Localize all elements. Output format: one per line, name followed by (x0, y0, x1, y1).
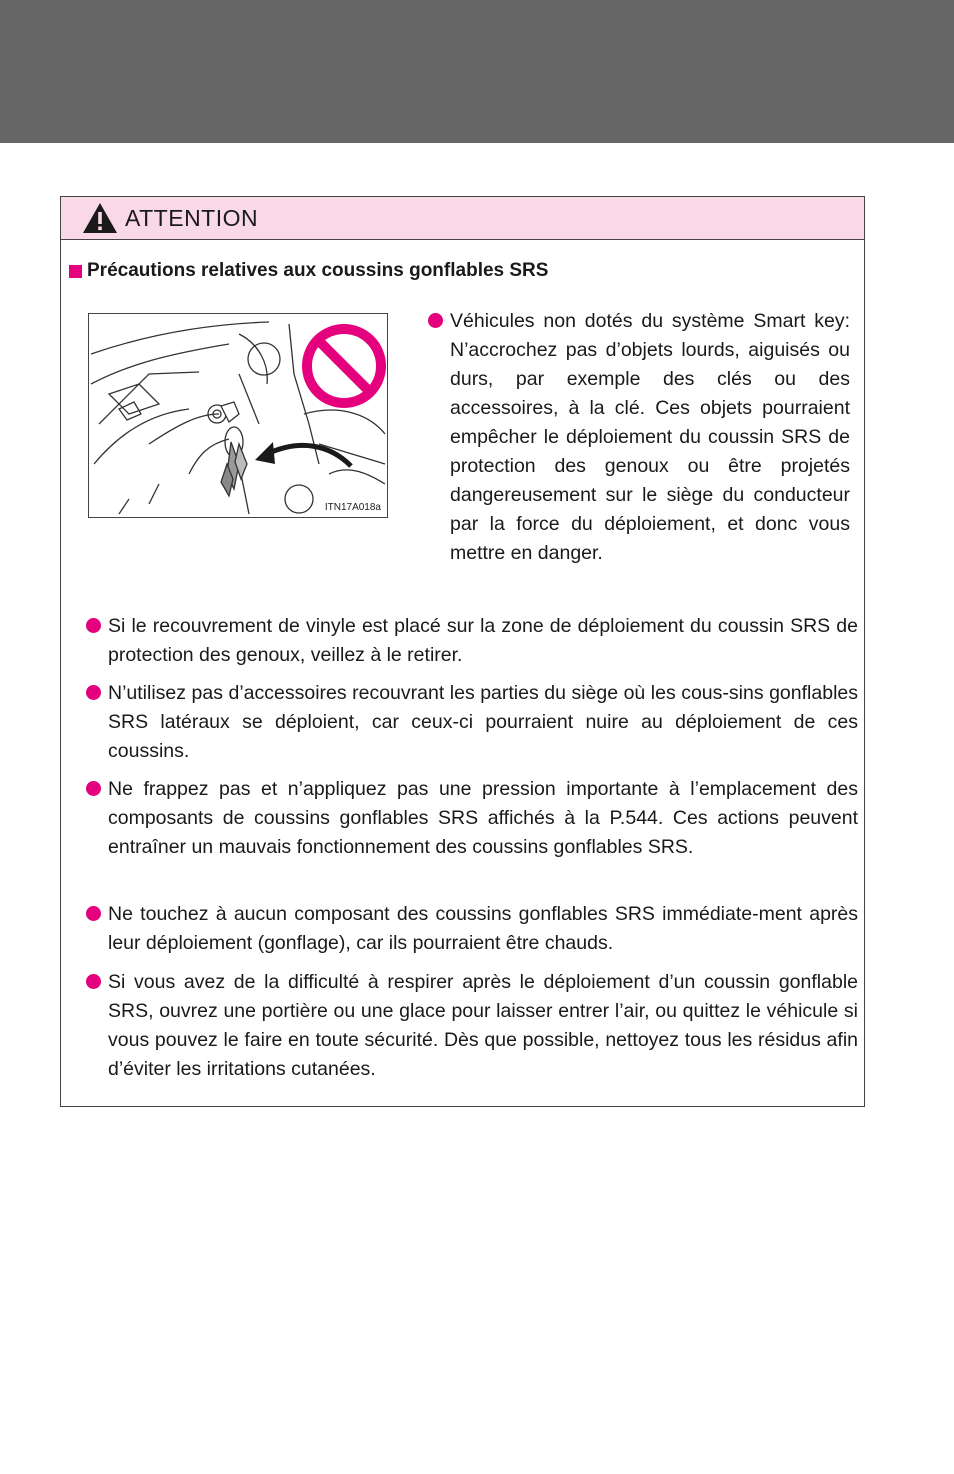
bullet-dot-icon (86, 618, 101, 633)
attention-title: ATTENTION (125, 204, 259, 231)
attention-header (61, 197, 864, 240)
bullet-item: Si le recouvrement de vinyle est placé sur la zone de déploiement du coussin SRS de protection des genoux, veillez à le retirer. (86, 612, 858, 670)
bullet-item: N’utilisez pas d’accessoires recouvrant les parties du siège où les cous-sins gonflables SRS latéraux se déploient, car ceux-ci pourraient nuire au déploiement de ces coussins. (86, 679, 858, 766)
section-heading (69, 260, 548, 282)
figure-code: ITN17A018a (324, 502, 381, 513)
section-heading-text: Précautions relatives aux coussins gonflables SRS (87, 260, 549, 281)
bullet-item: Ne frappez pas et n’appliquez pas une pression importante à l’emplacement des composants de coussins gonflables SRS affichés à la P.544. Ces actions peuvent entraîner un mauvais fonctionnement des coussins gonflables SRS. (86, 775, 858, 862)
attention-box (60, 196, 865, 1107)
bullet-dot-icon (86, 906, 101, 921)
warning-triangle-icon (82, 202, 118, 234)
key-illustration (88, 313, 388, 518)
bullet-dot-icon (86, 781, 101, 796)
bullet-item: Ne touchez à aucun composant des coussins gonflables SRS immédiate-ment après leur déploiement (gonflage), car ils pourraient être chauds. (86, 900, 858, 958)
prohibition-icon (307, 329, 381, 403)
bullet-item: Véhicules non dotés du système Smart key: N’accrochez pas d’objets lourds, aiguisés ou durs, par exemple des clés ou des accessoires, à la clé. Ces objets pourraient empêcher le déploiement du coussin SRS de protection des genoux ou être projetés dangereusement sur le siège du conducteur par la force du déploiement, et donc vous mettre en danger. (428, 307, 850, 568)
square-marker-icon (69, 265, 82, 278)
ignition-key-drawing (89, 314, 387, 517)
bullet-dot-icon (86, 974, 101, 989)
bullet-item: Si vous avez de la difficulté à respirer après le déploiement d’un coussin gonflable SRS, ouvrez une portière ou une glace pour laisser entrer l’air, ou quittez le véhicule si vous pouvez le faire en toute sécurité. Dès que possible, nettoyez tous les résidus afin d’éviter les irritations cutanées. (86, 968, 858, 1084)
top-header-band (0, 0, 954, 143)
bullet-dot-icon (428, 313, 443, 328)
bullet-dot-icon (86, 685, 101, 700)
